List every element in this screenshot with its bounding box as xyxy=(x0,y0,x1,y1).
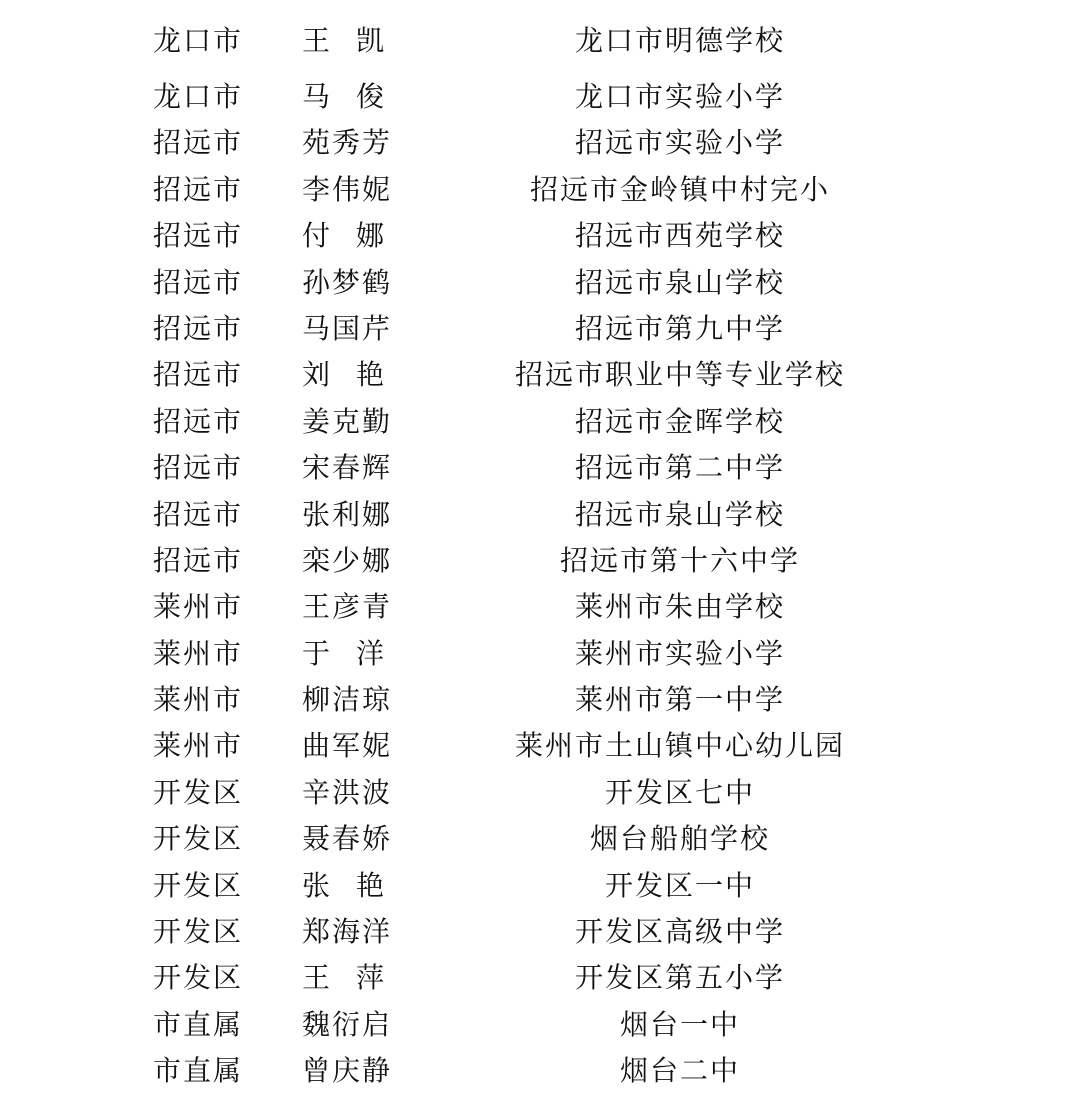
name-cell: 辛洪波 xyxy=(302,775,393,809)
name-cell: 王彦青 xyxy=(302,590,393,624)
school-cell: 招远市第十六中学 xyxy=(559,543,800,577)
school-cell: 招远市职业中等专业学校 xyxy=(514,358,845,392)
table-row xyxy=(0,399,1080,445)
school-cell: 莱州市土山镇中心幼儿园 xyxy=(514,729,845,763)
name-cell: 宋春辉 xyxy=(302,451,393,485)
table-row xyxy=(0,863,1080,909)
school-cell: 龙口市实验小学 xyxy=(574,80,785,113)
name-cell: 王萍 xyxy=(302,961,411,995)
school-cell: 招远市实验小学 xyxy=(574,126,785,160)
name-cell: 王凯 xyxy=(302,24,411,57)
name-cell: 张利娜 xyxy=(302,497,393,531)
table-row xyxy=(0,770,1080,816)
table-row xyxy=(0,1002,1080,1048)
city-cell: 招远市 xyxy=(153,265,244,299)
city-cell: 招远市 xyxy=(153,126,244,160)
name-cell: 孙梦鹤 xyxy=(302,265,393,299)
table-row xyxy=(0,723,1080,769)
table-row xyxy=(0,584,1080,630)
name-cell: 栾少娜 xyxy=(302,543,393,577)
name-cell: 马国芹 xyxy=(302,311,393,345)
school-cell: 招远市金晖学校 xyxy=(574,404,785,438)
school-cell: 招远市第九中学 xyxy=(574,311,785,345)
table-row xyxy=(0,445,1080,491)
name-cell: 聂春娇 xyxy=(302,822,393,856)
city-cell: 莱州市 xyxy=(153,683,244,717)
name-cell: 于洋 xyxy=(302,636,411,670)
city-cell: 招远市 xyxy=(153,172,244,206)
name-cell: 刘艳 xyxy=(302,358,411,392)
city-cell: 招远市 xyxy=(153,358,244,392)
school-cell: 龙口市明德学校 xyxy=(574,24,785,57)
school-cell: 招远市泉山学校 xyxy=(574,265,785,299)
school-cell: 开发区七中 xyxy=(604,775,755,809)
school-cell: 招远市泉山学校 xyxy=(574,497,785,531)
city-cell: 招远市 xyxy=(153,311,244,345)
school-cell: 烟台一中 xyxy=(619,1007,740,1041)
table-row xyxy=(0,18,1080,74)
name-cell: 郑海洋 xyxy=(302,915,393,949)
name-cell: 曲军妮 xyxy=(302,729,393,763)
school-cell: 莱州市第一中学 xyxy=(574,683,785,717)
city-cell: 开发区 xyxy=(153,868,244,902)
city-cell: 莱州市 xyxy=(153,590,244,624)
table-row xyxy=(0,352,1080,398)
table-row xyxy=(0,74,1080,120)
name-cell: 曾庆静 xyxy=(302,1054,393,1088)
city-cell: 莱州市 xyxy=(153,729,244,763)
city-cell: 开发区 xyxy=(153,915,244,949)
city-cell: 招远市 xyxy=(153,451,244,485)
city-cell: 招远市 xyxy=(153,219,244,253)
table-row xyxy=(0,538,1080,584)
city-cell: 龙口市 xyxy=(153,80,244,113)
table-row xyxy=(0,1048,1080,1094)
city-cell: 龙口市 xyxy=(153,24,244,57)
table-row xyxy=(0,955,1080,1001)
roster-table xyxy=(0,18,1080,1095)
name-cell: 张艳 xyxy=(302,868,411,902)
school-cell: 招远市第二中学 xyxy=(574,451,785,485)
table-row xyxy=(0,120,1080,166)
table-row xyxy=(0,213,1080,259)
name-cell: 马俊 xyxy=(302,80,411,113)
city-cell: 开发区 xyxy=(153,822,244,856)
city-cell: 开发区 xyxy=(153,961,244,995)
table-row xyxy=(0,306,1080,352)
city-cell: 市直属 xyxy=(153,1054,244,1088)
city-cell: 招远市 xyxy=(153,404,244,438)
school-cell: 烟台二中 xyxy=(619,1054,740,1088)
school-cell: 招远市西苑学校 xyxy=(574,219,785,253)
name-cell: 付娜 xyxy=(302,219,411,253)
table-row xyxy=(0,677,1080,723)
table-row xyxy=(0,816,1080,862)
table-row xyxy=(0,492,1080,538)
school-cell: 开发区一中 xyxy=(604,868,755,902)
name-cell: 姜克勤 xyxy=(302,404,393,438)
name-cell: 苑秀芳 xyxy=(302,126,393,160)
name-cell: 柳洁琼 xyxy=(302,683,393,717)
school-cell: 招远市金岭镇中村完小 xyxy=(529,172,830,206)
city-cell: 开发区 xyxy=(153,775,244,809)
school-cell: 开发区高级中学 xyxy=(574,915,785,949)
city-cell: 莱州市 xyxy=(153,636,244,670)
school-cell: 烟台船舶学校 xyxy=(589,822,770,856)
table-row xyxy=(0,909,1080,955)
school-cell: 莱州市朱由学校 xyxy=(574,590,785,624)
table-row xyxy=(0,167,1080,213)
table-row xyxy=(0,631,1080,677)
name-cell: 李伟妮 xyxy=(302,172,393,206)
table-row xyxy=(0,260,1080,306)
school-cell: 开发区第五小学 xyxy=(574,961,785,995)
school-cell: 莱州市实验小学 xyxy=(574,636,785,670)
city-cell: 市直属 xyxy=(153,1007,244,1041)
name-cell: 魏衍启 xyxy=(302,1007,393,1041)
city-cell: 招远市 xyxy=(153,497,244,531)
city-cell: 招远市 xyxy=(153,543,244,577)
